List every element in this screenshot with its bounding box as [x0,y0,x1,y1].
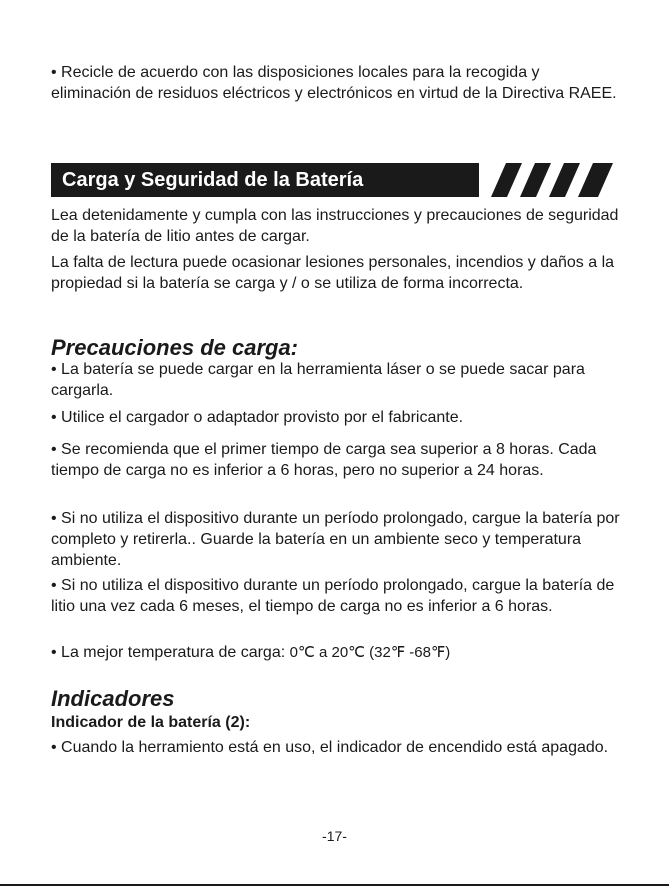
precautions-heading: Precauciones de carga: [51,335,299,360]
recycle-notice: • Recicle de acuerdo con las disposiciones locales para la recogida y eliminación de residuos eléctricos y electrónicos en virtud de la Directiva RAEE. [51,64,617,102]
precaution-item-5: • Si no utiliza el dispositivo durante un período prolongado, cargue la batería de litio una vez cada 6 meses, el tiempo de carga no es inferior a 6 horas. [51,577,615,615]
best-temperature-line [51,642,621,663]
indicator-description: • Cuando la herramiento está en uso, el indicador de encendido está apagado. [51,739,609,756]
bottom-divider [0,884,669,886]
best-temperature-value: 0℃ a 20℃ (32℉ -68℉) [289,644,451,661]
slash-stripes-icon [491,163,614,197]
indicators-heading: Indicadores [51,686,175,711]
precaution-item-4: • Si no utiliza el dispositivo durante un período prolongado, cargue la batería por completo y retirerla.. Guarde la batería en un ambiente seco y temperatura ambiente. [51,510,620,569]
best-temperature-label: • La mejor temperatura de carga: [51,644,290,661]
precaution-item-3: • Se recomienda que el primer tiempo de carga sea superior a 8 horas. Cada tiempo de carga no es inferior a 6 horas, pero no superior a 24 horas. [51,441,597,479]
section-title-band [51,163,614,197]
read-instructions-paragraph: Lea detenidamente y cumpla con las instrucciones y precauciones de seguridad de la batería de litio antes de cargar. [51,207,619,245]
precaution-item-2: • Utilice el cargador o adaptador provisto por el fabricante. [51,409,464,426]
warning-paragraph: La falta de lectura puede ocasionar lesiones personales, incendios y daños a la propiedad si la batería se carga y / o se utiliza de forma incorrecta. [51,254,615,292]
section-title: Carga y Seguridad de la Batería [62,169,364,191]
battery-indicator-subheading: Indicador de la batería (2): [51,714,251,731]
page-number: -17- [322,828,347,844]
precaution-item-1: • La batería se puede cargar en la herramienta láser o se puede sacar para cargarla. [51,361,585,399]
